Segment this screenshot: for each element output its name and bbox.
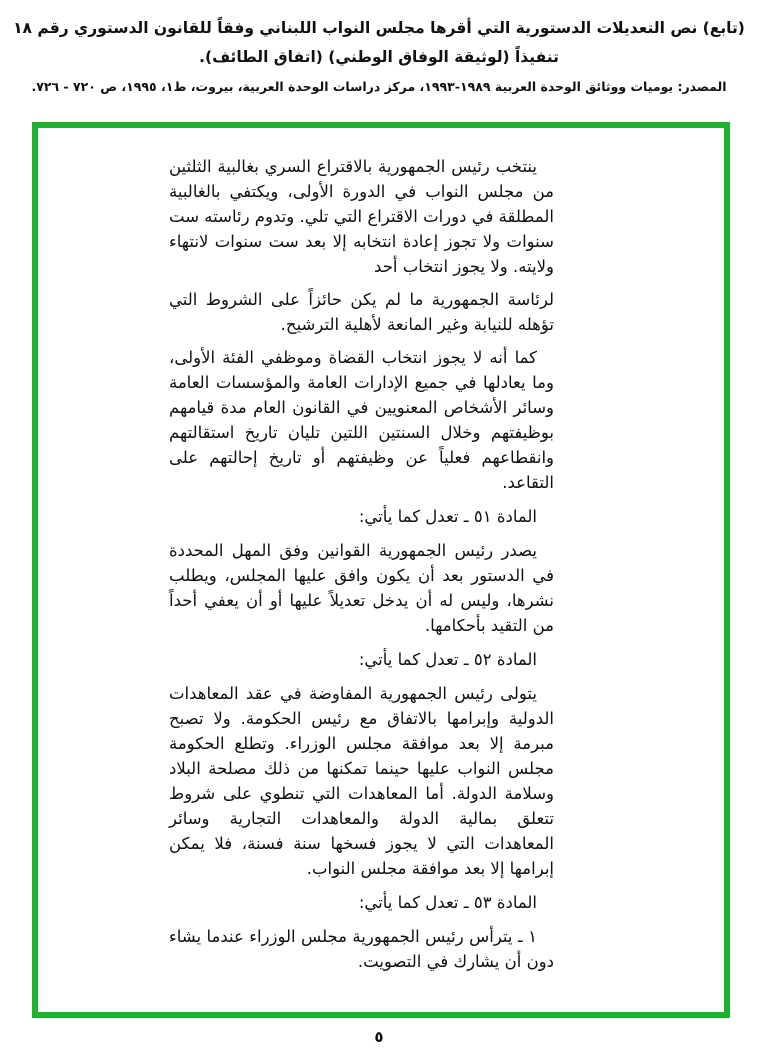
paragraph: كما أنه لا يجوز انتخاب القضاة وموظفي الفئة الأولى، وما يعادلها في جميع الإدارات العامة والمؤسسات العامة وسائر الأشخاص المعنويين في القانون العام مدة قيامهم بوظيفتهم وخلال السنتين اللتين تليان تاريخ استقالتهم وانقطاعهم فعلياً عن وظيفتهم أو تاريخ إحالتهم على التقاعد.	[169, 348, 554, 492]
paragraph: ١ ـ يترأس رئيس الجمهورية مجلس الوزراء عندما يشاء دون أن يشارك في التصويت.	[169, 927, 554, 971]
article-heading: المادة ٥٣ ـ تعدل كما يأتي:	[358, 893, 537, 912]
source-citation: المصدر: يوميات ووثائق الوحدة العربية ١٩٨٩-١٩٩٣، مركز دراسات الوحدة العربية، بيروت، ط١، ١٩٩٥، ص ٧٢٠ - ٧٢٦.	[31, 79, 727, 94]
document-title: (تابع) نص التعديلات الدستورية التي أقرها مجلس النواب اللبناني وفقاً للقانون الدستوري رقم ١٨ تنفيذاً (لوثيقة الوفاق الوطني) (اتفاق الطائف).	[13, 19, 745, 66]
page-number: ٥	[374, 1028, 384, 1046]
paragraph: يصدر رئيس الجمهورية القوانين وفق المهل المحددة في الدستور بعد أن يكون وافق عليها المجلس، ويطلب نشرها، وليس له أن يدخل تعديلاً عليها أو أن يعفي أحداً من التقيد بأحكامها.	[169, 541, 554, 635]
paragraph: ينتخب رئيس الجمهورية بالاقتراع السري بغالبية الثلثين من مجلس النواب في الدورة الأولى، ويكتفي بالغالبية المطلقة في دورات الاقتراع التي تلي. وتدوم رئاسته ست سنوات ولا تجوز إعادة انتخابه إلا بعد ست سنوات لانتهاء ولايته. ولا يجوز انتخاب أحد	[169, 157, 554, 276]
document-body	[169, 154, 554, 974]
article-heading: المادة ٥١ ـ تعدل كما يأتي:	[358, 507, 537, 526]
paragraph: يتولى رئيس الجمهورية المفاوضة في عقد المعاهدات الدولية وإبرامها بالاتفاق مع رئيس الحكومة. ولا تصبح مبرمة إلا بعد موافقة مجلس الوزراء. وتطلع الحكومة مجلس النواب عليها حينما تمكنها من ذلك مصلحة البلاد وسلامة الدولة. أما المعاهدات التي تنطوي على شروط تتعلق بمالية الدولة والمعاهدات التجارية وسائر المعاهدات التي لا يجوز فسخها سنة فسنة، فلا يمكن إبرامها إلا بعد موافقة مجلس النواب.	[169, 684, 554, 878]
highlight-frame	[32, 122, 730, 1018]
article-heading: المادة ٥٢ ـ تعدل كما يأتي:	[358, 650, 537, 669]
paragraph: لرئاسة الجمهورية ما لم يكن حائزاً على الشروط التي تؤهله للنيابة وغير المانعة لأهلية الترشيح.	[169, 290, 554, 334]
document-header	[7, 0, 751, 97]
